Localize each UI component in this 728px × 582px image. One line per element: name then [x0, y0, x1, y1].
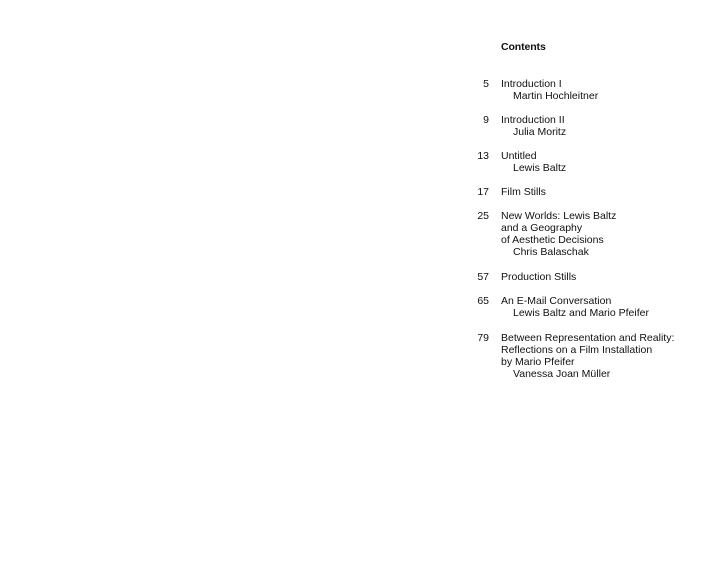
toc-entry-title: Reflections on a Film Installation — [501, 344, 653, 356]
toc-entry-body — [501, 150, 721, 174]
toc-page-number: 25 — [477, 210, 489, 222]
toc-entry-title: Film Stills — [501, 186, 546, 198]
toc-entry-body — [501, 114, 721, 138]
toc-entry-author: Martin Hochleitner — [513, 90, 599, 102]
toc-entry-body — [501, 295, 721, 319]
toc-page-number: 9 — [483, 114, 489, 126]
toc-entry-title: Between Representation and Reality: — [501, 332, 675, 344]
toc-entry-author: Lewis Baltz and Mario Pfeifer — [513, 307, 649, 319]
toc-entry-body — [501, 78, 721, 102]
toc-page-number: 65 — [477, 295, 489, 307]
toc-page-number: 17 — [477, 186, 489, 198]
toc-entry-author: Julia Moritz — [513, 126, 567, 138]
toc-entry-title: Untitled — [501, 150, 537, 162]
toc-entry-title: by Mario Pfeifer — [501, 356, 575, 368]
toc-entry-body — [501, 210, 721, 258]
toc-entry-title: of Aesthetic Decisions — [501, 234, 604, 246]
toc-entry-title: An E-Mail Conversation — [501, 295, 612, 307]
toc-entry-title: Introduction I — [501, 78, 562, 90]
toc-entry-title: Introduction II — [501, 114, 565, 126]
toc-entry-title: New Worlds: Lewis Baltz — [501, 210, 617, 222]
toc-page-number: 13 — [477, 150, 489, 162]
toc-entry-body — [501, 186, 721, 198]
toc-page-number: 79 — [477, 332, 489, 344]
toc-entry-title: Production Stills — [501, 271, 577, 283]
toc-entry-title: and a Geography — [501, 222, 583, 234]
toc-entry-author: Vanessa Joan Müller — [513, 368, 611, 380]
toc-entry-body — [501, 332, 721, 380]
toc-entry-author: Chris Balaschak — [513, 246, 589, 258]
toc-entry-author: Lewis Baltz — [513, 162, 567, 174]
contents-heading: Contents — [501, 41, 546, 53]
toc-entry-body — [501, 271, 721, 283]
toc-page-number: 5 — [483, 78, 489, 90]
toc-page-number: 57 — [477, 271, 489, 283]
